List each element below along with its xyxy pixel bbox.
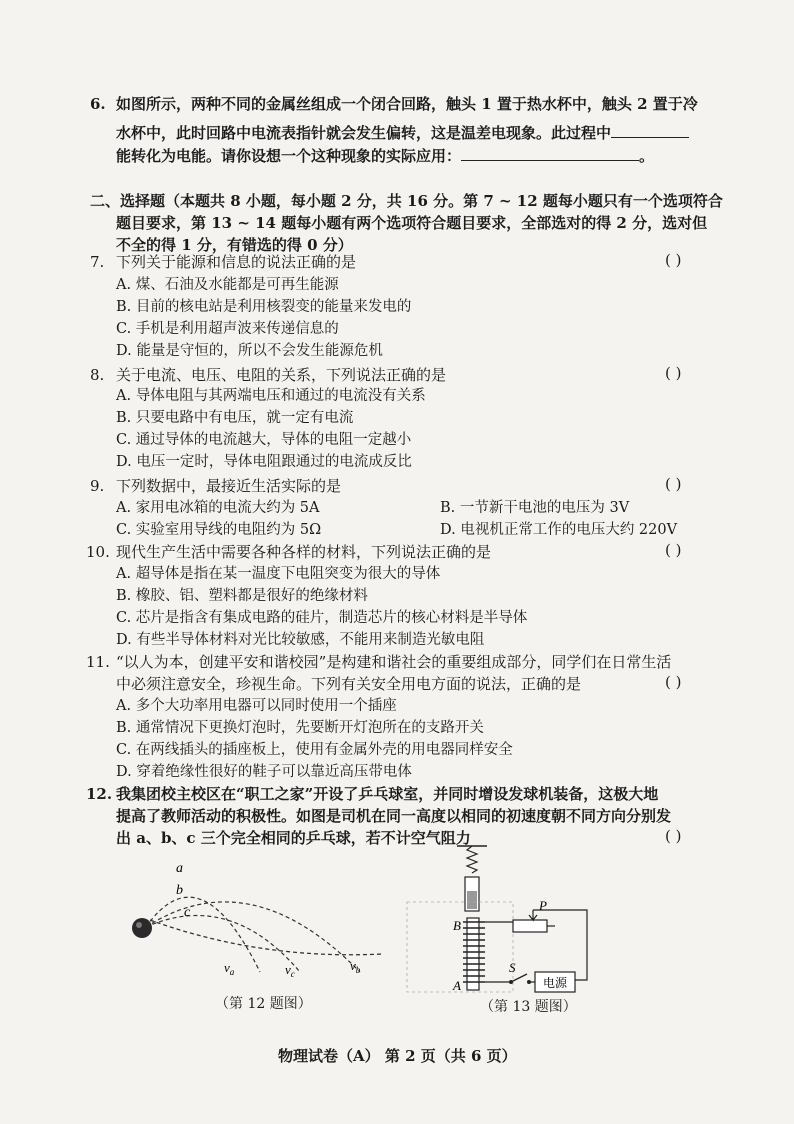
fig12-label-va: $v_a$ — [224, 960, 235, 977]
q8-option-b[interactable]: B. 只要电路中有电压，就一定有电流 — [116, 410, 354, 426]
fig12-launcher-highlight — [136, 922, 142, 928]
q6-number: 6. — [90, 95, 106, 113]
q7-option-b[interactable]: B. 目前的核电站是利用核裂变的能量来发电的 — [116, 299, 412, 315]
q10-number: 10. — [86, 543, 110, 561]
fig12-label-c: c — [184, 905, 191, 920]
q7-answer-paren[interactable]: ( ) — [665, 251, 682, 269]
q11-option-a[interactable]: A. 多个大功率用电器可以同时使用一个插座 — [116, 698, 397, 714]
q10-option-c[interactable]: C. 芯片是指含有集成电路的硅片，制造芯片的核心材料是半导体 — [116, 610, 528, 626]
figure-13-electromagnet-circuit — [405, 840, 605, 995]
section2-header-line2: 题目要求，第 13 ~ 14 题每小题有两个选项符合题目要求，全部选对的得 2 分，选对但 — [116, 214, 708, 232]
q8-option-c[interactable]: C. 通过导体的电流越大，导体的电阻一定越小 — [116, 432, 412, 448]
fig13-switch-s[interactable] — [511, 974, 527, 982]
fig13-label-s: S — [509, 960, 516, 975]
fig13-label-p: P — [539, 898, 547, 913]
q11-option-d[interactable]: D. 穿着绝缘性很好的鞋子可以靠近高压带电体 — [116, 764, 412, 780]
q8-stem: 关于电流、电压、电阻的关系，下列说法正确的是 — [116, 366, 447, 384]
q6-line1: 如图所示，两种不同的金属丝组成一个闭合回路，触头 1 置于热水杯中，触头 2 置于冷 — [116, 95, 698, 113]
fig13-label-a: A — [453, 978, 461, 993]
q9-stem: 下列数据中，最接近生活实际的是 — [116, 477, 342, 495]
q10-option-a[interactable]: A. 超导体是指在某一温度下电阻突变为很大的导体 — [116, 566, 441, 582]
q12-stem-line2: 提高了教师活动的积极性。如图是司机在同一高度以相同的初速度朝不同方向分别发 — [116, 807, 672, 825]
fig12-label-vc: $v_c$ — [285, 962, 295, 979]
fig13-spring — [467, 846, 477, 873]
q11-stem-line1: “以人为本，创建平安和谐校园”是构建和谐社会的重要组成部分，同学们在日常生活 — [116, 653, 672, 671]
q7-option-a[interactable]: A. 煤、石油及水能都是可再生能源 — [116, 277, 339, 293]
fig13-label-b: B — [453, 918, 461, 933]
q10-answer-paren[interactable]: ( ) — [665, 541, 682, 559]
fig12-ground-arc — [150, 920, 382, 955]
q10-option-d[interactable]: D. 有些半导体材料对光比较敏感，不能用来制造光敏电阻 — [116, 632, 485, 648]
q9-option-d[interactable]: D. 电视机正常工作的电压大约 220V — [440, 522, 678, 538]
fig13-iron-core-shade — [467, 891, 477, 909]
q9-number: 9. — [90, 477, 105, 495]
fig12-trajectory-a — [146, 897, 260, 972]
fig12-label-b: b — [176, 883, 183, 898]
q9-option-a[interactable]: A. 家用电冰箱的电流大约为 5A — [116, 500, 320, 516]
q7-option-c[interactable]: C. 手机是利用超声波来传递信息的 — [116, 321, 339, 337]
fig12-trajectory-b — [146, 902, 360, 972]
q11-option-b[interactable]: B. 通常情况下更换灯泡时，先要断开灯泡所在的支路开关 — [116, 720, 484, 736]
q7-number: 7. — [90, 253, 105, 271]
q11-stem-line2: 中必须注意安全，珍视生命。下列有关安全用电方面的说法，正确的是 — [116, 675, 582, 693]
fig13-caption: （第 13 题图） — [480, 999, 577, 1015]
page-footer: 物理试卷（A） 第 2 页（共 6 页） — [278, 1047, 517, 1065]
q12-stem-line1: 我集团校主校区在“职工之家”开设了乒乓球室，并同时增设发球机装备，这极大地 — [116, 785, 659, 803]
q8-option-d[interactable]: D. 电压一定时，导体电阻跟通过的电流成反比 — [116, 454, 412, 470]
q9-option-c[interactable]: C. 实验室用导线的电阻约为 5Ω — [116, 522, 322, 538]
fig13-switch-contact — [527, 980, 531, 984]
fig13-rheostat — [513, 920, 547, 932]
q8-answer-paren[interactable]: ( ) — [665, 364, 682, 382]
fig12-trajectory-c — [146, 915, 300, 972]
q9-answer-paren[interactable]: ( ) — [665, 475, 682, 493]
fig12-label-vb: $v_b$ — [350, 958, 361, 975]
q12-number: 12. — [86, 785, 113, 803]
fig12-launcher — [132, 918, 152, 938]
q12-answer-paren[interactable]: ( ) — [665, 827, 682, 845]
q11-option-c[interactable]: C. 在两线插头的插座板上，使用有金属外壳的用电器同样安全 — [116, 742, 513, 758]
fig12-caption: （第 12 题图） — [215, 996, 312, 1012]
q7-stem: 下列关于能源和信息的说法正确的是 — [116, 253, 357, 271]
section2-header-line1: 二、选择题（本题共 8 小题，每小题 2 分，共 16 分。第 7 ~ 12 题每小题只有一个选项符合 — [90, 192, 723, 210]
q10-option-b[interactable]: B. 橡胶、铝、塑料都是很好的绝缘材料 — [116, 588, 368, 604]
q6-blank-1[interactable] — [611, 137, 689, 138]
q12-stem-line3: 出 a、b、c 三个完全相同的乒乓球，若不计空气阻力 — [116, 829, 471, 847]
q6-blank-2[interactable] — [461, 160, 639, 161]
q6-line2: 水杯中，此时回路中电流表指针就会发生偏转，这是温差电现象。此过程中 — [116, 122, 689, 145]
q11-answer-paren[interactable]: ( ) — [665, 673, 682, 691]
q10-stem: 现代生产生活中需要各种各样的材料，下列说法正确的是 — [116, 543, 492, 561]
fig12-label-a: a — [176, 861, 183, 876]
figure-12-trajectories — [120, 850, 390, 990]
q6-line3: 能转化为电能。请你设想一个这种现象的实际应用： 。 — [116, 147, 655, 165]
fig13-slider-p[interactable] — [529, 910, 537, 920]
q8-option-a[interactable]: A. 导体电阻与其两端电压和通过的电流没有关系 — [116, 388, 426, 404]
q9-option-b[interactable]: B. 一节新干电池的电压为 3V — [440, 500, 630, 516]
q7-option-d[interactable]: D. 能量是守恒的，所以不会发生能源危机 — [116, 343, 383, 359]
q11-number: 11. — [86, 653, 110, 671]
fig13-power-label: 电源 — [542, 976, 568, 990]
section2-header-line3: 不全的得 1 分，有错选的得 0 分） — [116, 236, 353, 254]
q8-number: 8. — [90, 366, 105, 384]
